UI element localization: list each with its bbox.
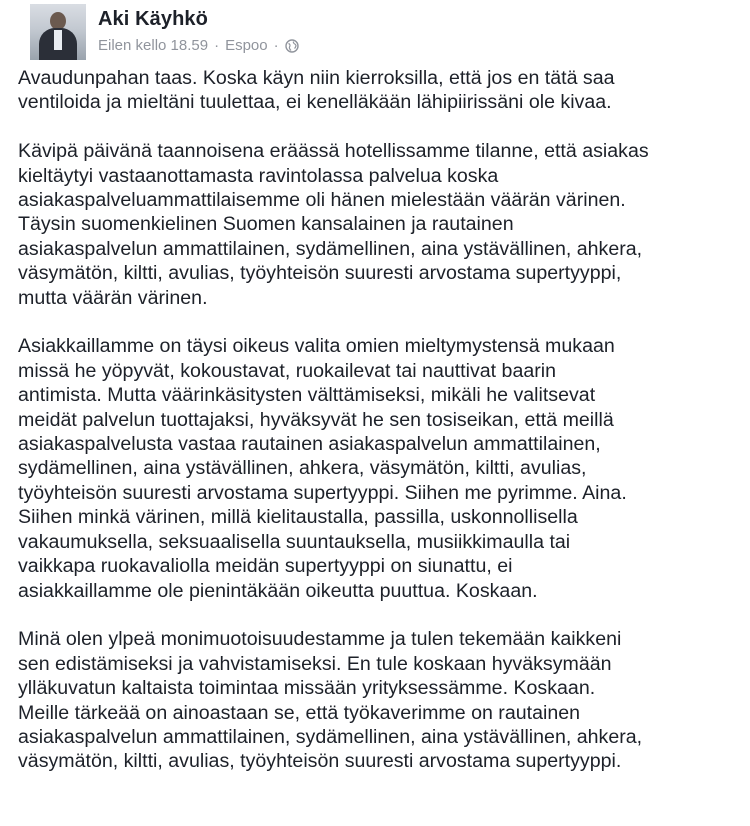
post-text-line: asiakaspalvelun ammattilainen, sydämellinen, aina ystävällinen, ahkera, [18, 725, 643, 748]
post-text-line: työyhteisön suuresti arvostama supertyyppi. Siihen me pyrimme. Aina. [18, 481, 627, 504]
post-text-line: meidät palvelun tuottajaksi, hyväksyvät he sen tosiseikan, että meillä [18, 408, 614, 431]
post-text-line: Asiakkaillamme on täysi oikeus valita omien mieltymystensä mukaan [18, 335, 615, 358]
post-meta [98, 37, 299, 54]
post-text-line: missä he yöpyvät, kokoustavat, ruokailevat tai nauttivat baarin [18, 359, 557, 382]
globe-icon[interactable] [285, 39, 299, 53]
post-paragraph [18, 139, 748, 310]
post-text-line: asiakaspalvelun ammattilainen, sydämellinen, aina ystävällinen, ahkera, [18, 237, 643, 260]
post-text-line: Täysin suomenkielinen Suomen kansalainen ja rautainen [18, 213, 514, 236]
post-text-line: mutta väärän värinen. [18, 286, 208, 309]
post-text-line: Meille tärkeää on ainoastaan se, että työkaverimme on rautainen [18, 701, 581, 724]
avatar[interactable] [30, 4, 86, 60]
author-name[interactable]: Aki Käyhkö [98, 8, 208, 30]
post-text-line: väsymätön, kiltti, avulias, työyhteisön suuresti arvostama supertyyppi, [18, 262, 622, 285]
post-text-line: sen edistämiseksi ja vahvistamiseksi. En tule koskaan hyväksymään [18, 652, 612, 675]
post-text-line: väsymätön, kiltti, avulias, työyhteisön suuresti arvostama supertyyppi. [18, 750, 622, 773]
post-text-line: Siihen minkä värinen, millä kielitaustalla, passilla, uskonnollisella [18, 506, 578, 529]
post-paragraph [18, 66, 748, 115]
post-text-line: sydämellinen, aina ystävällinen, ahkera, väsymätön, kiltti, avulias, [18, 457, 587, 480]
post-text-line: vakaumuksella, seksuaalisella suuntauksella, musiikkimaulla tai [18, 530, 571, 553]
post-location[interactable]: Espoo [225, 37, 268, 54]
post-text-line: Avaudunpahan taas. Koska käyn niin kierroksilla, että jos en tätä saa [18, 67, 615, 89]
meta-separator: · [273, 37, 279, 54]
meta-separator: · [214, 37, 220, 54]
post-text-line: antimista. Mutta väärinkäsitysten välttämiseksi, mikäli he valitsevat [18, 384, 596, 407]
post-paragraph [18, 334, 748, 602]
avatar-shirt [54, 30, 62, 50]
post-text-line: vaikkapa ruokavaliolla meidän supertyyppi on siunattu, ei [18, 555, 513, 578]
post-timestamp[interactable]: Eilen kello 18.59 [98, 37, 209, 54]
post-header [18, 0, 750, 64]
post-paragraph [18, 627, 748, 773]
post-text-line: asiakaspalvelusta vastaa rautainen asiakaspalvelun ammattilainen, [18, 433, 601, 456]
post-body [18, 66, 748, 798]
post-text-line: ylläkuvatun kaltaista toimintaa missään yrityksessämme. Koskaan. [18, 677, 596, 700]
post-text-line: asiakaspalveluammattilaisemme oli hänen mielestään väärän värinen. [18, 189, 626, 212]
post-text-line: asiakkaillamme ole pienintäkään oikeutta puuttua. Koskaan. [18, 579, 538, 602]
post-text-line: ventiloida ja mieltäni tuulettaa, ei kenelläkään lähipiirissäni ole kivaa. [18, 91, 612, 114]
post-text-line: Kävipä päivänä taannoisena eräässä hotellissamme tilanne, että asiakas [18, 140, 649, 163]
post-text-line: Minä olen ylpeä monimuotoisuudestamme ja tulen tekemään kaikkeni [18, 628, 622, 651]
post-text-line: kieltäytyi vastaanottamasta ravintolassa palvelua koska [18, 164, 499, 187]
